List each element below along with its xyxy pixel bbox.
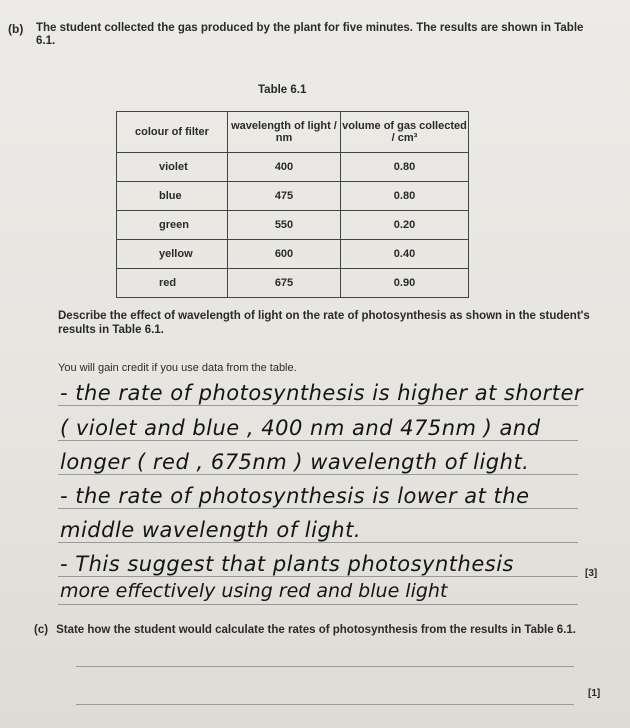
table-cell: 550 <box>228 211 341 240</box>
table-cell: 400 <box>228 153 341 182</box>
table-caption: Table 6.1 <box>258 84 307 96</box>
table-row <box>117 269 469 298</box>
table-cell: 0.90 <box>341 269 469 298</box>
results-table <box>116 111 469 298</box>
header-wavelength: wavelength of light / nm <box>228 112 341 153</box>
answer-line <box>58 542 578 543</box>
answer-line <box>58 440 578 441</box>
table-cell: violet <box>117 153 228 182</box>
handwritten-line: - the rate of photosynthesis is higher at shorter <box>60 381 584 405</box>
answer-line <box>58 604 578 605</box>
marks-c: [1] <box>588 688 601 699</box>
handwritten-line: ( violet and blue , 400 nm and 475nm ) and <box>60 416 541 440</box>
table-cell: yellow <box>117 240 228 269</box>
answer-line <box>76 704 574 705</box>
part-b-intro: The student collected the gas produced by the plant for five minutes. The results are shown in Table 6.1. <box>36 22 584 47</box>
table-cell: green <box>117 211 228 240</box>
answer-line <box>58 508 578 509</box>
table-cell: 0.40 <box>341 240 469 269</box>
table-row <box>117 240 469 269</box>
table-cell: 0.20 <box>341 211 469 240</box>
header-volume: volume of gas collected / cm³ <box>341 112 469 153</box>
table-cell: red <box>117 269 228 298</box>
answer-line <box>58 405 578 406</box>
header-colour: colour of filter <box>117 112 228 153</box>
part-c-label: (c) <box>34 624 49 636</box>
answer-line <box>58 576 578 577</box>
table-cell: 0.80 <box>341 153 469 182</box>
table-cell: 675 <box>228 269 341 298</box>
table-cell: 475 <box>228 182 341 211</box>
table-row <box>117 182 469 211</box>
answer-line <box>58 474 578 475</box>
marks-b: [3] <box>585 568 598 579</box>
handwritten-line: longer ( red , 675nm ) wavelength of light. <box>60 450 530 474</box>
table-row <box>117 211 469 240</box>
question-prompt: Describe the effect of wavelength of light on the rate of photosynthesis as shown in the student's results in Table 6.1. <box>58 310 590 336</box>
table-cell: 0.80 <box>341 182 469 211</box>
credit-note: You will gain credit if you use data from the table. <box>58 362 297 374</box>
table-cell: 600 <box>228 240 341 269</box>
part-b-label: (b) <box>8 22 24 36</box>
handwritten-line: more effectively using red and blue light <box>60 580 448 602</box>
table-cell: blue <box>117 182 228 211</box>
answer-line <box>76 666 574 667</box>
part-c-text: State how the student would calculate the rates of photosynthesis from the results in Table 6.1. <box>56 624 576 636</box>
part-c-question <box>34 624 576 636</box>
handwritten-line: middle wavelength of light. <box>60 518 362 542</box>
handwritten-line: - the rate of photosynthesis is lower at the <box>60 484 530 508</box>
table-row <box>117 153 469 182</box>
handwritten-line: - This suggest that plants photosynthesis <box>60 552 514 576</box>
table-header-row <box>117 112 469 153</box>
